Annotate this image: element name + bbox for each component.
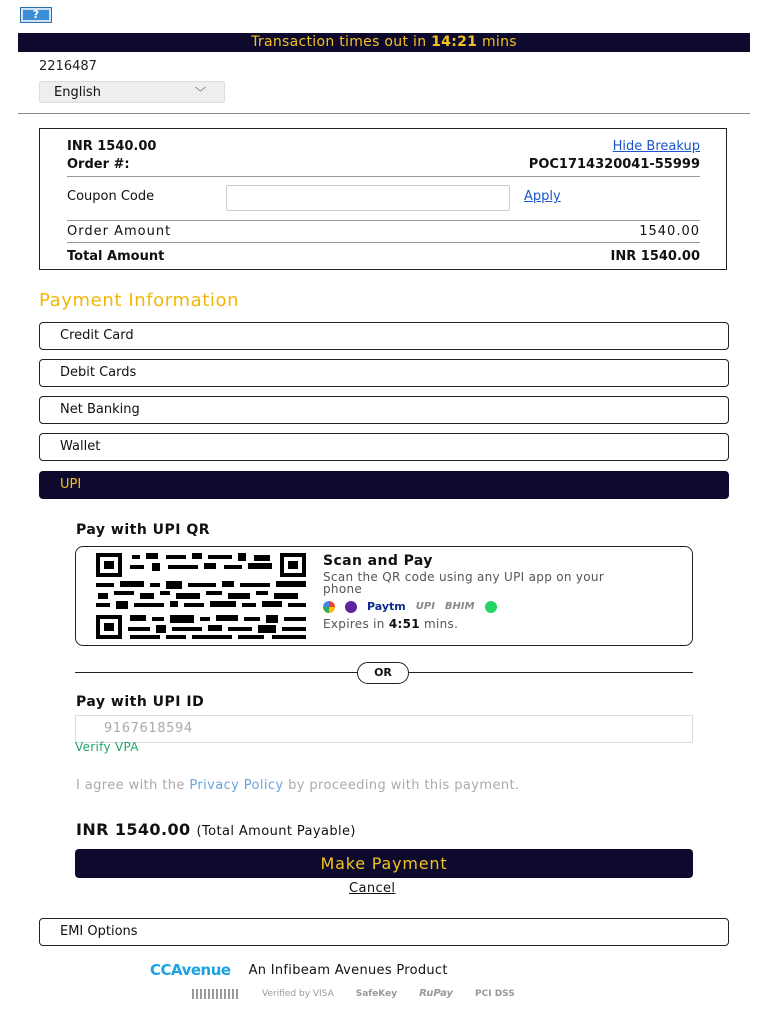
divider xyxy=(67,220,700,221)
safekey-badge: SafeKey xyxy=(355,988,398,999)
privacy-policy-link[interactable]: Privacy Policy xyxy=(189,778,284,793)
merchant-id: 2216487 xyxy=(39,59,97,74)
footer-tagline: An Infibeam Avenues Product xyxy=(248,962,448,978)
expires-suffix: mins. xyxy=(424,617,459,631)
privacy-agreement xyxy=(76,779,676,792)
expires-prefix: Expires in xyxy=(323,617,385,631)
ccavenue-logo: CCAvenue xyxy=(150,961,231,979)
expires-time: 4:51 xyxy=(388,617,420,631)
qr-code-icon xyxy=(96,553,306,639)
timer-value: 14:21 xyxy=(431,34,478,50)
transaction-timer-bar xyxy=(18,33,750,52)
divider xyxy=(18,113,750,114)
agree-suffix: by proceeding with this payment. xyxy=(288,778,520,793)
bhim-logo: BHIM xyxy=(444,601,475,612)
apply-coupon-link[interactable]: Apply xyxy=(524,189,561,204)
upi-id-title: Pay with UPI ID xyxy=(76,694,205,710)
pci-dss-badge: PCI DSS xyxy=(475,988,515,999)
order-amount-label: Order Amount xyxy=(67,224,172,239)
footer-brand xyxy=(150,961,448,979)
order-label: Order #: xyxy=(67,157,130,172)
order-amount-value: 1540.00 xyxy=(639,224,700,239)
paytm-logo: Paytm xyxy=(367,600,406,613)
make-payment-button[interactable]: Make Payment xyxy=(75,849,693,878)
gpay-icon xyxy=(323,601,335,613)
total-amount-label: Total Amount xyxy=(67,249,165,264)
scan-and-pay-title: Scan and Pay xyxy=(323,553,433,569)
upi-qr-card xyxy=(75,546,693,646)
method-debit-cards[interactable]: Debit Cards xyxy=(39,359,729,387)
method-wallet[interactable]: Wallet xyxy=(39,433,729,461)
total-payable xyxy=(76,820,356,839)
timer-prefix: Transaction times out in xyxy=(251,34,427,50)
method-emi-options[interactable]: EMI Options xyxy=(39,918,729,946)
total-payable-note: (Total Amount Payable) xyxy=(196,824,356,839)
divider xyxy=(67,176,700,177)
upi-id-input[interactable]: 9167618594 xyxy=(75,715,693,743)
coupon-input[interactable] xyxy=(226,185,510,211)
payment-information-title: Payment Information xyxy=(39,290,240,311)
visa-badge: Verified by VISA xyxy=(262,988,334,999)
upi-qr-title: Pay with UPI QR xyxy=(76,522,211,538)
total-payable-amount: INR 1540.00 xyxy=(76,820,191,839)
help-icon[interactable]: ? xyxy=(20,7,52,23)
chevron-down-icon: ﹀ xyxy=(195,86,206,99)
whatsapp-icon xyxy=(485,601,497,613)
timer-suffix: mins xyxy=(481,34,517,50)
method-upi[interactable]: UPI xyxy=(39,471,729,499)
divider xyxy=(67,242,700,243)
upi-app-logos xyxy=(323,600,497,613)
agree-prefix: I agree with the xyxy=(76,778,185,793)
language-select[interactable] xyxy=(39,81,225,103)
phonepe-icon xyxy=(345,601,357,613)
barcode-icon xyxy=(192,989,240,999)
hide-breakup-link[interactable]: Hide Breakup xyxy=(612,139,700,154)
scan-description: Scan the QR code using any UPI app on your phone xyxy=(323,570,605,596)
total-amount-value: INR 1540.00 xyxy=(610,249,700,264)
summary-amount: INR 1540.00 xyxy=(67,139,157,154)
cancel-link[interactable]: Cancel xyxy=(349,881,396,896)
method-net-banking[interactable]: Net Banking xyxy=(39,396,729,424)
language-selected: English xyxy=(54,85,101,100)
order-summary xyxy=(39,128,727,270)
security-badges xyxy=(192,988,515,999)
method-credit-card[interactable]: Credit Card xyxy=(39,322,729,350)
rupay-badge: RuPay xyxy=(419,988,454,999)
verify-vpa-link[interactable]: Verify VPA xyxy=(75,740,139,754)
upi-logo: UPI xyxy=(415,601,435,612)
or-badge: OR xyxy=(357,662,409,684)
qr-expiry xyxy=(323,617,458,631)
coupon-label: Coupon Code xyxy=(67,189,155,204)
order-id: POC1714320041-55999 xyxy=(528,157,700,172)
